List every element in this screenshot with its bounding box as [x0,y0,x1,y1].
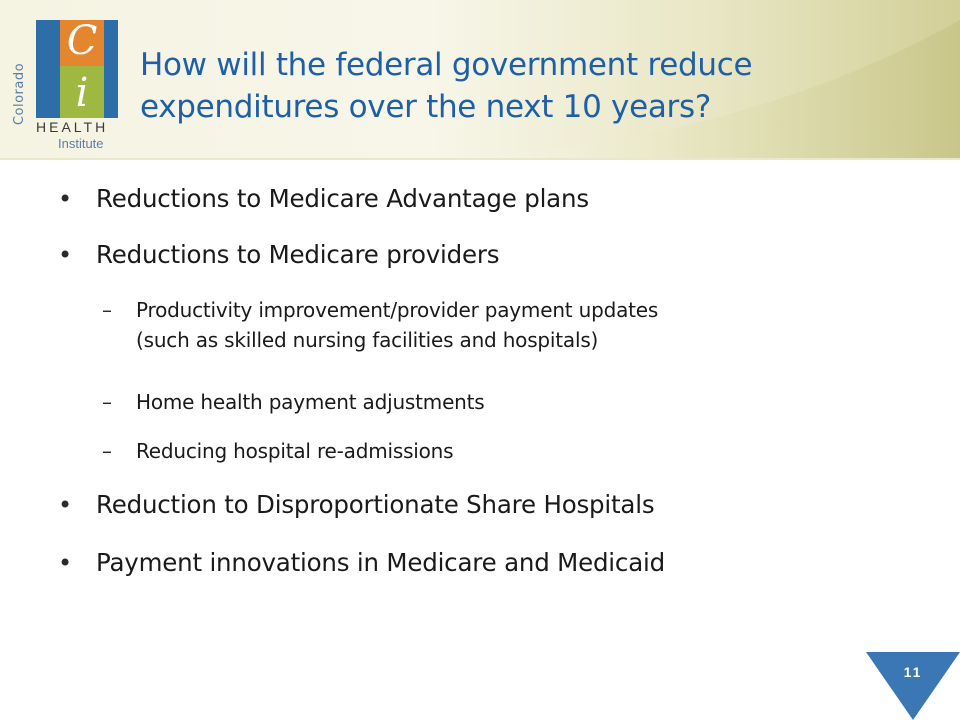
page-number: 11 [903,664,923,680]
logo-letter-i: i [75,70,89,116]
bullet-text: Payment innovations in Medicare and Medicaid [96,548,665,577]
bullet-marker: • [58,185,73,213]
dash-marker: – [102,390,112,414]
page-number-triangle [866,652,960,720]
bullet-text: Reduction to Disproportionate Share Hospitals [96,490,655,519]
logo-institute-text: Institute [58,136,104,151]
dash-marker: – [102,298,112,322]
bullet-marker: • [58,491,73,519]
bullet-marker: • [58,241,73,269]
sub-bullet-text [136,295,658,355]
title-line-1: How will the federal government reduce [140,47,753,83]
logo-colorado-text: Colorado [12,62,27,126]
title-line-2: expenditures over the next 10 years? [140,89,712,125]
sub-bullet-line: Reducing hospital re-admissions [136,439,454,463]
sub-bullet-text [136,436,453,466]
bullet-text: Reductions to Medicare providers [96,240,500,269]
bullet-text: Reductions to Medicare Advantage plans [96,184,589,213]
sub-bullet-line: Productivity improvement/provider payment updates [136,298,659,322]
bullet-marker: • [58,549,73,577]
logo-health-text: HEALTH [36,119,109,135]
sub-bullet-text [136,387,485,417]
logo-letter-c: C [66,18,98,64]
sub-bullet-line: (such as skilled nursing facilities and hospitals) [136,328,599,352]
dash-marker: – [102,439,112,463]
sub-bullet-line: Home health payment adjustments [136,390,485,414]
